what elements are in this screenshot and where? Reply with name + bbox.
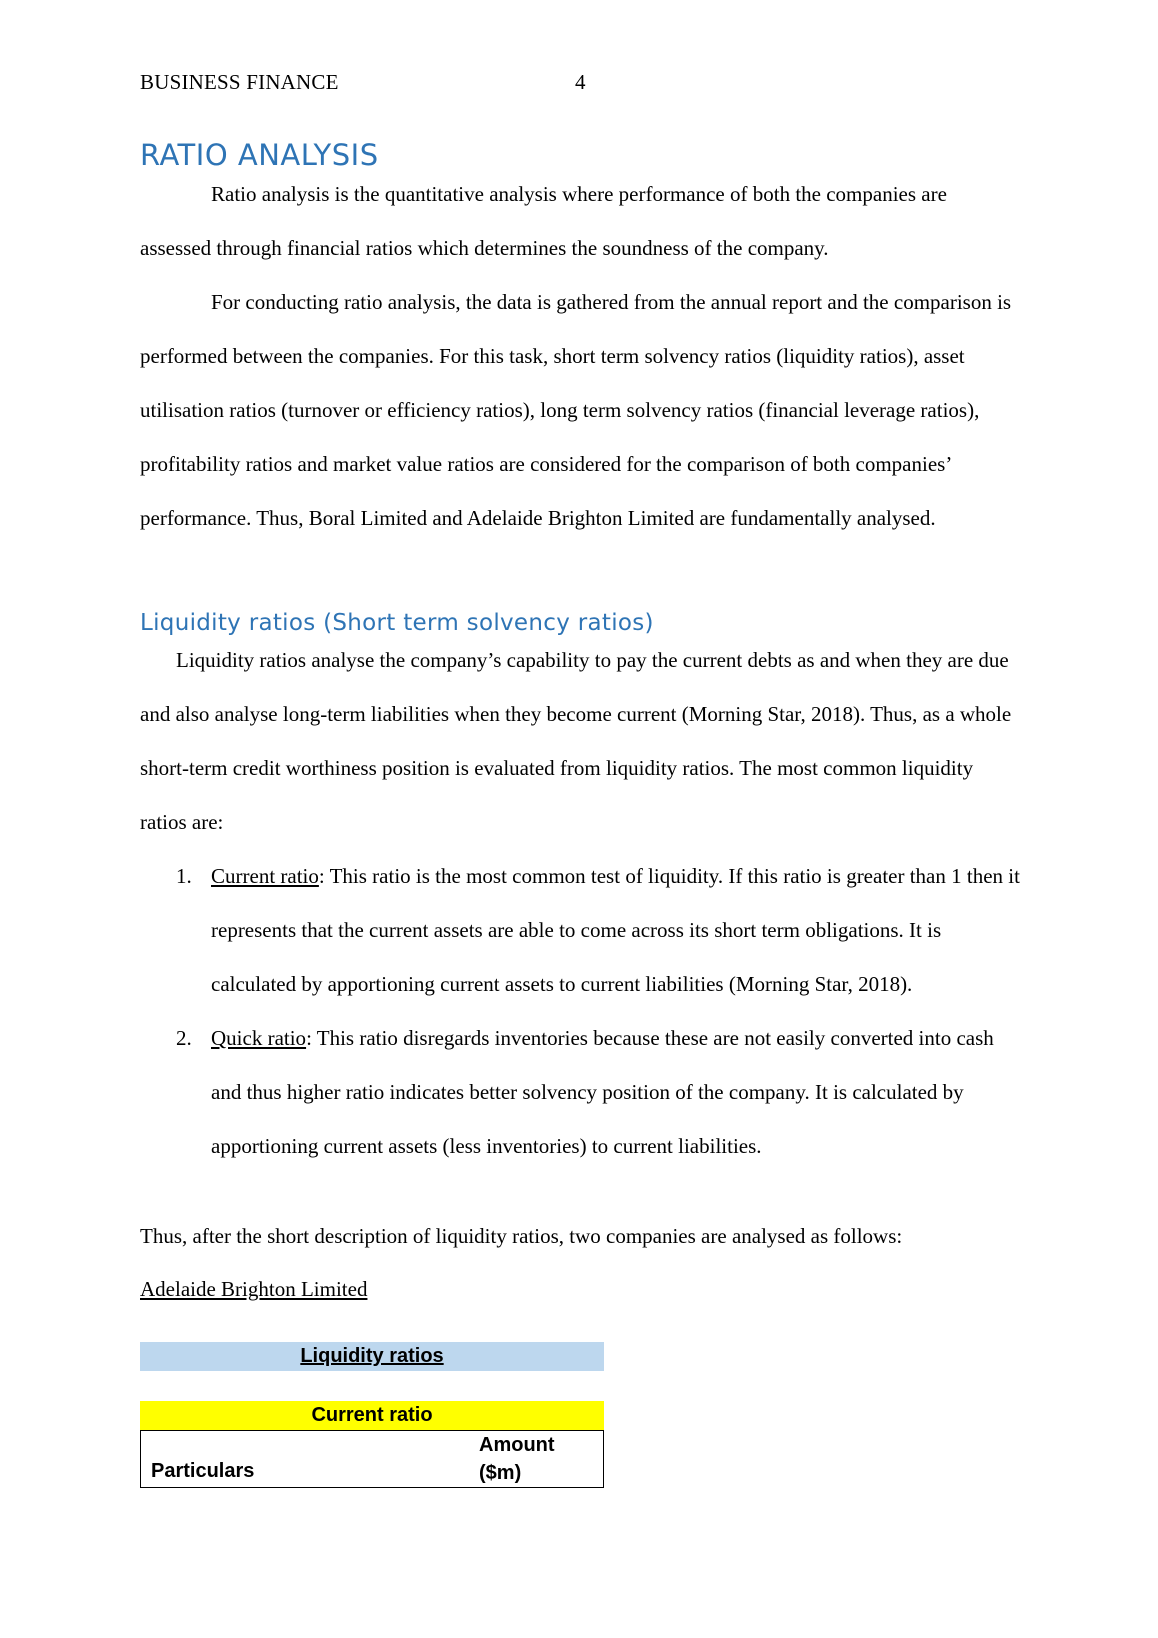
list-number: 2.	[176, 1026, 192, 1050]
table-subtitle-bar: Current ratio	[140, 1401, 604, 1430]
column-header-amount: Amount ($m)	[479, 1434, 555, 1484]
list-term: Current ratio	[211, 864, 319, 888]
intro-paragraph: Ratio analysis is the quantitative analysis where performance of both the companies are assessed through financial ratios which determines the soundness of the company.	[140, 182, 947, 260]
liquidity-ratio-list	[140, 849, 1020, 1173]
table-title-bar: Liquidity ratios	[140, 1342, 604, 1371]
liquidity-paragraph: Liquidity ratios analyse the company’s capability to pay the current debts as and when they are due and also analyse long-term liabilities when they become current (Morning Star, 2018). Thus, as a whole short-term credit worthiness position is evaluated from liquidity ratios. The most common liquidity ratios are:	[140, 648, 1012, 834]
list-text: : This ratio is the most common test of liquidity. If this ratio is greater than 1 then it represents that the current assets are able to come across its short term obligations. It is calculated by apportioning current assets to current liabilities (Morning Star, 2018).	[211, 864, 1020, 996]
list-text: : This ratio disregards inventories because these are not easily converted into cash and thus higher ratio indicates better solvency position of the company. It is calculated by apportioning current assets (less inventories) to current liabilities.	[211, 1026, 994, 1158]
ratio-table-header	[140, 1430, 604, 1488]
method-paragraph: For conducting ratio analysis, the data is gathered from the annual report and the comparison is performed between the companies. For this task, short term solvency ratios (liquidity ratios), asset utilisation ratios (turnover or efficiency ratios), long term solvency ratios (financial leverage ratios), profitability ratios and market value ratios are considered for the comparison of both companies’ performance. Thus, Boral Limited and Adelaide Brighton Limited are fundamentally analysed.	[140, 290, 1012, 530]
closing-sentence: Thus, after the short description of liquidity ratios, two companies are analysed as follows:	[140, 1224, 903, 1248]
column-header-particulars: Particulars	[151, 1460, 255, 1482]
list-number: 1.	[176, 864, 192, 888]
list-term: Quick ratio	[211, 1026, 307, 1050]
running-header: BUSINESS FINANCE	[140, 70, 339, 94]
section-heading: RATIO ANALYSIS	[140, 138, 379, 172]
subsection-heading: Liquidity ratios (Short term solvency ratios)	[140, 610, 654, 636]
page-number: 4	[575, 70, 586, 94]
list-item	[140, 1011, 1020, 1173]
list-item	[140, 849, 1020, 1011]
company-name: Adelaide Brighton Limited	[140, 1277, 368, 1301]
